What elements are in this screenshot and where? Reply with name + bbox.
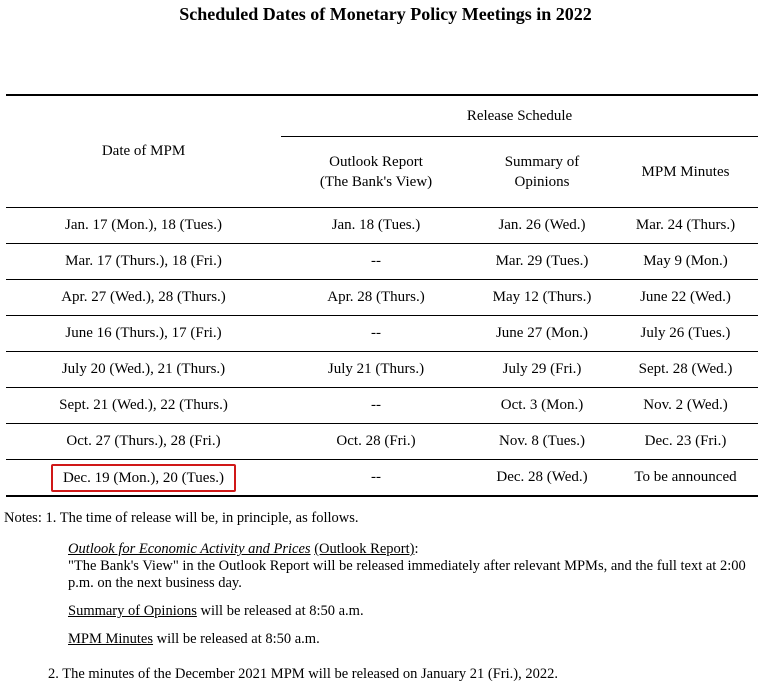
highlighted-date: Dec. 19 (Mon.), 20 (Tues.) bbox=[51, 464, 236, 492]
minutes-note-text: will be released at 8:50 a.m. bbox=[153, 631, 320, 647]
minutes-cell: Sept. 28 (Wed.) bbox=[613, 352, 758, 388]
table-row bbox=[6, 352, 758, 388]
outlook-report-header bbox=[281, 137, 471, 208]
schedule-table bbox=[6, 94, 758, 497]
page-title: Scheduled Dates of Monetary Policy Meetings in 2022 bbox=[179, 4, 592, 24]
notes-intro: Notes: 1. The time of release will be, in principle, as follows. bbox=[4, 510, 359, 526]
table-row bbox=[6, 244, 758, 280]
table-row bbox=[6, 424, 758, 460]
summary-cell: Mar. 29 (Tues.) bbox=[471, 244, 613, 280]
mpm-date-cell: Mar. 17 (Thurs.), 18 (Fri.) bbox=[6, 244, 281, 280]
summary-note-text: will be released at 8:50 a.m. bbox=[196, 603, 364, 619]
summary-note-name: Summary of Opinions bbox=[68, 603, 197, 619]
outlook-cell: -- bbox=[281, 316, 471, 352]
minutes-note bbox=[68, 631, 768, 648]
summary-cell: Dec. 28 (Wed.) bbox=[471, 460, 613, 497]
summary-cell: Oct. 3 (Mon.) bbox=[471, 388, 613, 424]
mpm-date-cell: June 16 (Thurs.), 17 (Fri.) bbox=[6, 316, 281, 352]
outlook-note-abbr: (Outlook Report) bbox=[314, 541, 415, 557]
table-row bbox=[6, 208, 758, 244]
outlook-cell: -- bbox=[281, 244, 471, 280]
summary-of-opinions-header bbox=[471, 137, 613, 208]
minutes-note-name: MPM Minutes bbox=[68, 631, 154, 647]
summary-header-line1: Summary of bbox=[504, 154, 580, 170]
mpm-date-cell: Jan. 17 (Mon.), 18 (Tues.) bbox=[6, 208, 281, 244]
minutes-cell: June 22 (Wed.) bbox=[613, 280, 758, 316]
minutes-cell: July 26 (Tues.) bbox=[613, 316, 758, 352]
minutes-cell: May 9 (Mon.) bbox=[613, 244, 758, 280]
minutes-cell: Mar. 24 (Thurs.) bbox=[613, 208, 758, 244]
outlook-cell: July 21 (Thurs.) bbox=[281, 352, 471, 388]
table-row bbox=[6, 388, 758, 424]
outlook-cell: Oct. 28 (Fri.) bbox=[281, 424, 471, 460]
mpm-date-cell: July 20 (Wed.), 21 (Thurs.) bbox=[6, 352, 281, 388]
mpm-date-cell bbox=[6, 460, 281, 497]
outlook-note-text: "The Bank's View" in the Outlook Report will be released immediately after relevant MPMs, and the full text at 2:00 p.m. on the next business day. bbox=[68, 558, 746, 591]
summary-cell: Nov. 8 (Tues.) bbox=[471, 424, 613, 460]
summary-cell: June 27 (Mon.) bbox=[471, 316, 613, 352]
summary-header-line2: Opinions bbox=[514, 174, 570, 190]
outlook-header-line1: Outlook Report bbox=[329, 154, 423, 170]
mpm-minutes-header: MPM Minutes bbox=[641, 164, 730, 180]
outlook-note bbox=[68, 541, 768, 592]
outlook-cell: Apr. 28 (Thurs.) bbox=[281, 280, 471, 316]
summary-cell: May 12 (Thurs.) bbox=[471, 280, 613, 316]
mpm-date-cell: Sept. 21 (Wed.), 22 (Thurs.) bbox=[6, 388, 281, 424]
outlook-note-title: Outlook for Economic Activity and Prices bbox=[68, 541, 311, 557]
summary-cell: Jan. 26 (Wed.) bbox=[471, 208, 613, 244]
table-row bbox=[6, 280, 758, 316]
note-2: 2. The minutes of the December 2021 MPM will be released on January 21 (Fri.), 2022. bbox=[48, 666, 558, 682]
release-schedule-header: Release Schedule bbox=[281, 95, 758, 137]
outlook-note-colon: : bbox=[414, 541, 419, 557]
summary-note bbox=[68, 603, 768, 620]
mpm-date-cell: Apr. 27 (Wed.), 28 (Thurs.) bbox=[6, 280, 281, 316]
minutes-cell: To be announced bbox=[613, 460, 758, 497]
table-row bbox=[6, 316, 758, 352]
minutes-cell: Nov. 2 (Wed.) bbox=[613, 388, 758, 424]
outlook-cell: -- bbox=[281, 388, 471, 424]
outlook-header-line2: (The Bank's View) bbox=[319, 174, 433, 190]
mpm-date-cell: Oct. 27 (Thurs.), 28 (Fri.) bbox=[6, 424, 281, 460]
outlook-cell: -- bbox=[281, 460, 471, 497]
summary-cell: July 29 (Fri.) bbox=[471, 352, 613, 388]
minutes-cell: Dec. 23 (Fri.) bbox=[613, 424, 758, 460]
table-row bbox=[6, 460, 758, 497]
date-of-mpm-header: Date of MPM bbox=[6, 95, 281, 208]
outlook-cell: Jan. 18 (Tues.) bbox=[281, 208, 471, 244]
